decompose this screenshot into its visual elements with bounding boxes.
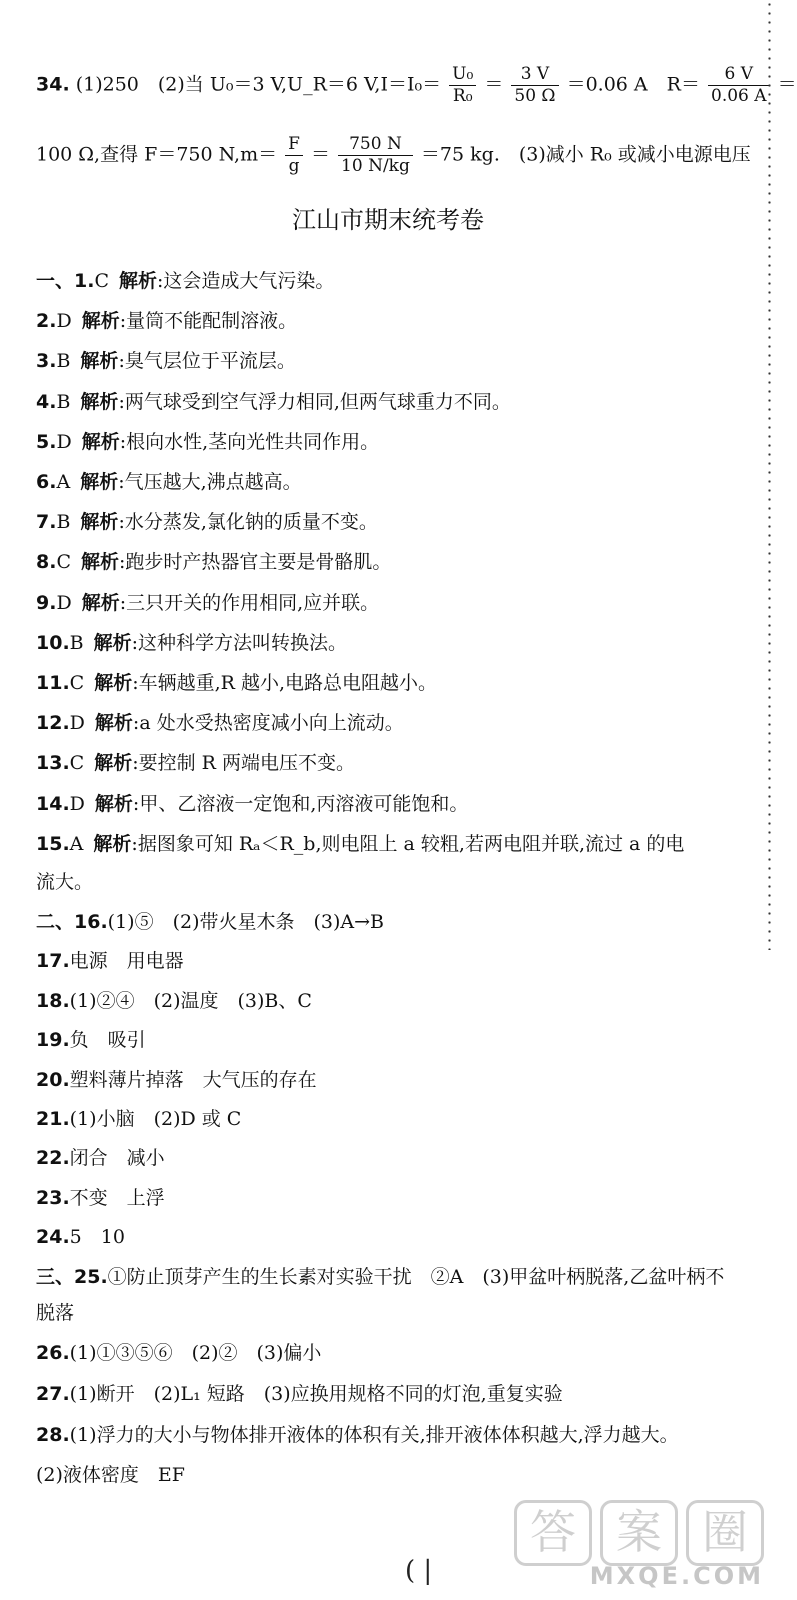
answer-key: B [56, 350, 71, 373]
answer-text: 塑料薄片掉落 大气压的存在 [69, 1068, 317, 1091]
question-number: 二、16. [36, 911, 108, 933]
answer-key: C [94, 270, 109, 292]
q34-condition: U₀＝3 V,U_R＝6 V,I＝I₀＝ [209, 73, 442, 96]
answer-text: (1)⑤ (2)带火星木条 (3)A→B [107, 911, 385, 933]
q15-continuation: 流大。 [36, 871, 94, 893]
binding-dotted-line [768, 0, 771, 950]
answer-row [36, 469, 302, 495]
question-number: 23. [36, 1186, 70, 1209]
analysis-tag: 解析 [80, 511, 119, 534]
analysis-tag: 解析 [81, 310, 120, 333]
answer-text: :水分蒸发,氯化钠的质量不变。 [118, 511, 378, 534]
answer-text: :跑步时产热器官主要是骨骼肌。 [119, 551, 392, 574]
answer-key: B [56, 511, 71, 534]
watermark-char: 案 [600, 1500, 678, 1566]
fraction-u0-r0: $\frac{\text{U₀}}{\text{R₀}}$ [449, 64, 476, 107]
answer-row [36, 1224, 125, 1250]
question-number: 2. [36, 310, 57, 333]
answer-row [36, 590, 379, 616]
answer-key: D [69, 792, 85, 815]
answer-text: 不变 上浮 [69, 1186, 165, 1209]
watermark-logo [514, 1500, 764, 1592]
watermark-char: 圈 [686, 1500, 764, 1566]
q28-continuation: (2)液体密度 EF [36, 1464, 185, 1486]
answer-text: :这会造成大气污染。 [157, 270, 335, 292]
question-number: 4. [36, 390, 57, 413]
answer-text: :量筒不能配制溶液。 [119, 310, 298, 333]
answer-row [36, 1422, 679, 1448]
equals: ＝ [484, 73, 504, 96]
answer-text: :车辆越重,R 越小,电路总电阻越小。 [132, 672, 438, 694]
analysis-tag: 解析 [94, 672, 133, 694]
answer-row [36, 308, 297, 334]
answer-key: D [69, 712, 85, 735]
watermark-text: MXQE.COM [589, 1562, 764, 1590]
question-number: 21. [36, 1108, 70, 1130]
answer-row [36, 1145, 165, 1171]
answer-key: B [69, 631, 84, 654]
answer-key: A [69, 832, 84, 855]
answer-row [36, 1027, 146, 1053]
analysis-tag: 解析 [80, 390, 119, 413]
question-number: 7. [36, 511, 57, 534]
q34-result: ＝0.06 A R＝ [566, 73, 700, 96]
question-number: 10. [36, 631, 70, 654]
question-number: 17. [36, 950, 70, 973]
analysis-tag: 解析 [80, 350, 119, 373]
question-number: 19. [36, 1029, 70, 1052]
q25-continuation: 脱落 [36, 1302, 75, 1324]
answer-row [36, 1067, 317, 1093]
analysis-tag: 解析 [81, 591, 120, 614]
analysis-tag: 解析 [94, 792, 133, 815]
question-number: 24. [36, 1226, 70, 1249]
answer-key: C [69, 672, 85, 694]
answer-text: (1)②④ (2)温度 (3)B、C [69, 989, 312, 1012]
answer-text: (1)小脑 (2)D 或 C [69, 1108, 242, 1130]
answer-text: :两气球受到空气浮力相同,但两气球重力不同。 [118, 390, 511, 413]
answer-key: C [56, 551, 71, 574]
answer-key: B [56, 390, 71, 413]
question-number: 12. [36, 712, 70, 735]
answer-row [36, 909, 384, 935]
answer-row [36, 268, 334, 294]
answer-key: D [56, 310, 72, 333]
q34-line2-start: 100 Ω,查得 F＝750 N,m＝ [36, 143, 278, 166]
answer-row [36, 1340, 321, 1366]
answer-text: :要控制 R 两端电压不变。 [132, 752, 356, 775]
answer-row [36, 549, 391, 575]
question-number: 3. [36, 350, 57, 373]
answer-row [36, 948, 184, 974]
analysis-tag: 解析 [94, 752, 133, 775]
answer-text: :a 处水受热密度减小向上流动。 [132, 712, 404, 735]
answer-text: 电源 用电器 [69, 950, 184, 973]
page-mark: ( | [405, 1556, 433, 1586]
answer-row [36, 630, 347, 656]
question-number: 27. [36, 1383, 70, 1405]
question-number: 18. [36, 989, 70, 1012]
answer-row [36, 831, 684, 857]
answer-text: :这种科学方法叫转换法。 [131, 631, 348, 654]
question-number: 5. [36, 430, 57, 453]
answer-text: :三只开关的作用相同,应并联。 [119, 591, 380, 614]
answer-text: 闭合 减小 [69, 1147, 165, 1170]
fraction-f-g: $\frac{F}{g}$ [285, 134, 303, 177]
question-number: 13. [36, 752, 70, 775]
fraction-750n-10nkg: $\frac{750 N}{10 N/kg}$ [338, 134, 413, 177]
analysis-tag: 解析 [93, 832, 132, 855]
question-number: 9. [36, 591, 57, 614]
q34-line1 [36, 64, 797, 107]
answer-row [36, 429, 379, 455]
analysis-tag: 解析 [93, 631, 132, 654]
section-title: 江山市期末统考卷 [292, 206, 484, 234]
analysis-tag: 解析 [81, 430, 120, 453]
question-number: 26. [36, 1342, 70, 1364]
answer-row [36, 1185, 165, 1211]
question-number: 6. [36, 471, 57, 493]
q34-number: 34. [36, 73, 70, 96]
question-number: 三、25. [36, 1265, 108, 1288]
answer-text: :甲、乙溶液一定饱和,丙溶液可能饱和。 [132, 792, 469, 815]
answer-row [36, 509, 378, 535]
fraction-3v-50ohm: $\frac{3 V}{50 \Omega}$ [511, 64, 558, 107]
answer-row [36, 1381, 563, 1407]
fraction-6v-006a: $\frac{6 V}{0.06 A}$ [708, 64, 770, 107]
watermark-char: 答 [514, 1500, 592, 1566]
answer-row [36, 1106, 241, 1132]
answer-text: 负 吸引 [69, 1029, 146, 1052]
answer-row [36, 710, 404, 736]
answer-text: :根向水性,茎向光性共同作用。 [119, 430, 380, 453]
analysis-tag: 解析 [81, 551, 120, 574]
answer-row [36, 348, 296, 374]
question-number: 22. [36, 1147, 70, 1170]
answer-row [36, 389, 511, 415]
equals: ＝ [777, 73, 797, 96]
answer-text: :气压越大,沸点越高。 [118, 471, 302, 493]
equals: ＝ [310, 143, 330, 166]
question-number: 20. [36, 1068, 70, 1091]
answer-key: D [56, 430, 72, 453]
question-number: 28. [36, 1424, 70, 1446]
question-number: 14. [36, 792, 70, 815]
answer-text: (1)浮力的大小与物体排开液体的体积有关,排开液体体积越大,浮力越大。 [69, 1424, 679, 1446]
question-number: 8. [36, 551, 57, 574]
q34-line2-end: ＝75 kg. (3)减小 R₀ 或减小电源电压 [420, 143, 751, 166]
answer-text: (1)断开 (2)L₁ 短路 (3)应换用规格不同的灯泡,重复实验 [69, 1383, 563, 1405]
question-number: 11. [36, 672, 70, 694]
answer-row [36, 670, 437, 696]
answer-text: 5 10 [69, 1226, 125, 1249]
analysis-tag: 解析 [119, 270, 158, 292]
answer-key: D [56, 591, 72, 614]
answer-text: :据图象可知 Rₐ＜R_b,则电阻上 a 较粗,若两电阻并联,流过 a 的电 [131, 832, 685, 855]
answer-row [36, 988, 312, 1014]
answer-text: :臭气层位于平流层。 [118, 350, 296, 373]
analysis-tag: 解析 [80, 471, 119, 493]
analysis-tag: 解析 [94, 712, 133, 735]
q34-line2 [36, 134, 751, 177]
answer-text: (1)①③⑤⑥ (2)② (3)偏小 [69, 1342, 322, 1364]
answer-row [36, 1264, 724, 1290]
question-number: 15. [36, 832, 70, 855]
question-number: 一、1. [36, 270, 95, 292]
answer-key: C [69, 752, 85, 775]
answer-row [36, 750, 355, 776]
answer-row [36, 791, 468, 817]
q34-part1: (1)250 (2)当 [75, 73, 204, 96]
answer-key: A [56, 471, 71, 493]
answer-text: ①防止顶芽产生的生长素对实验干扰 ②A (3)甲盆叶柄脱落,乙盆叶柄不 [107, 1265, 725, 1288]
